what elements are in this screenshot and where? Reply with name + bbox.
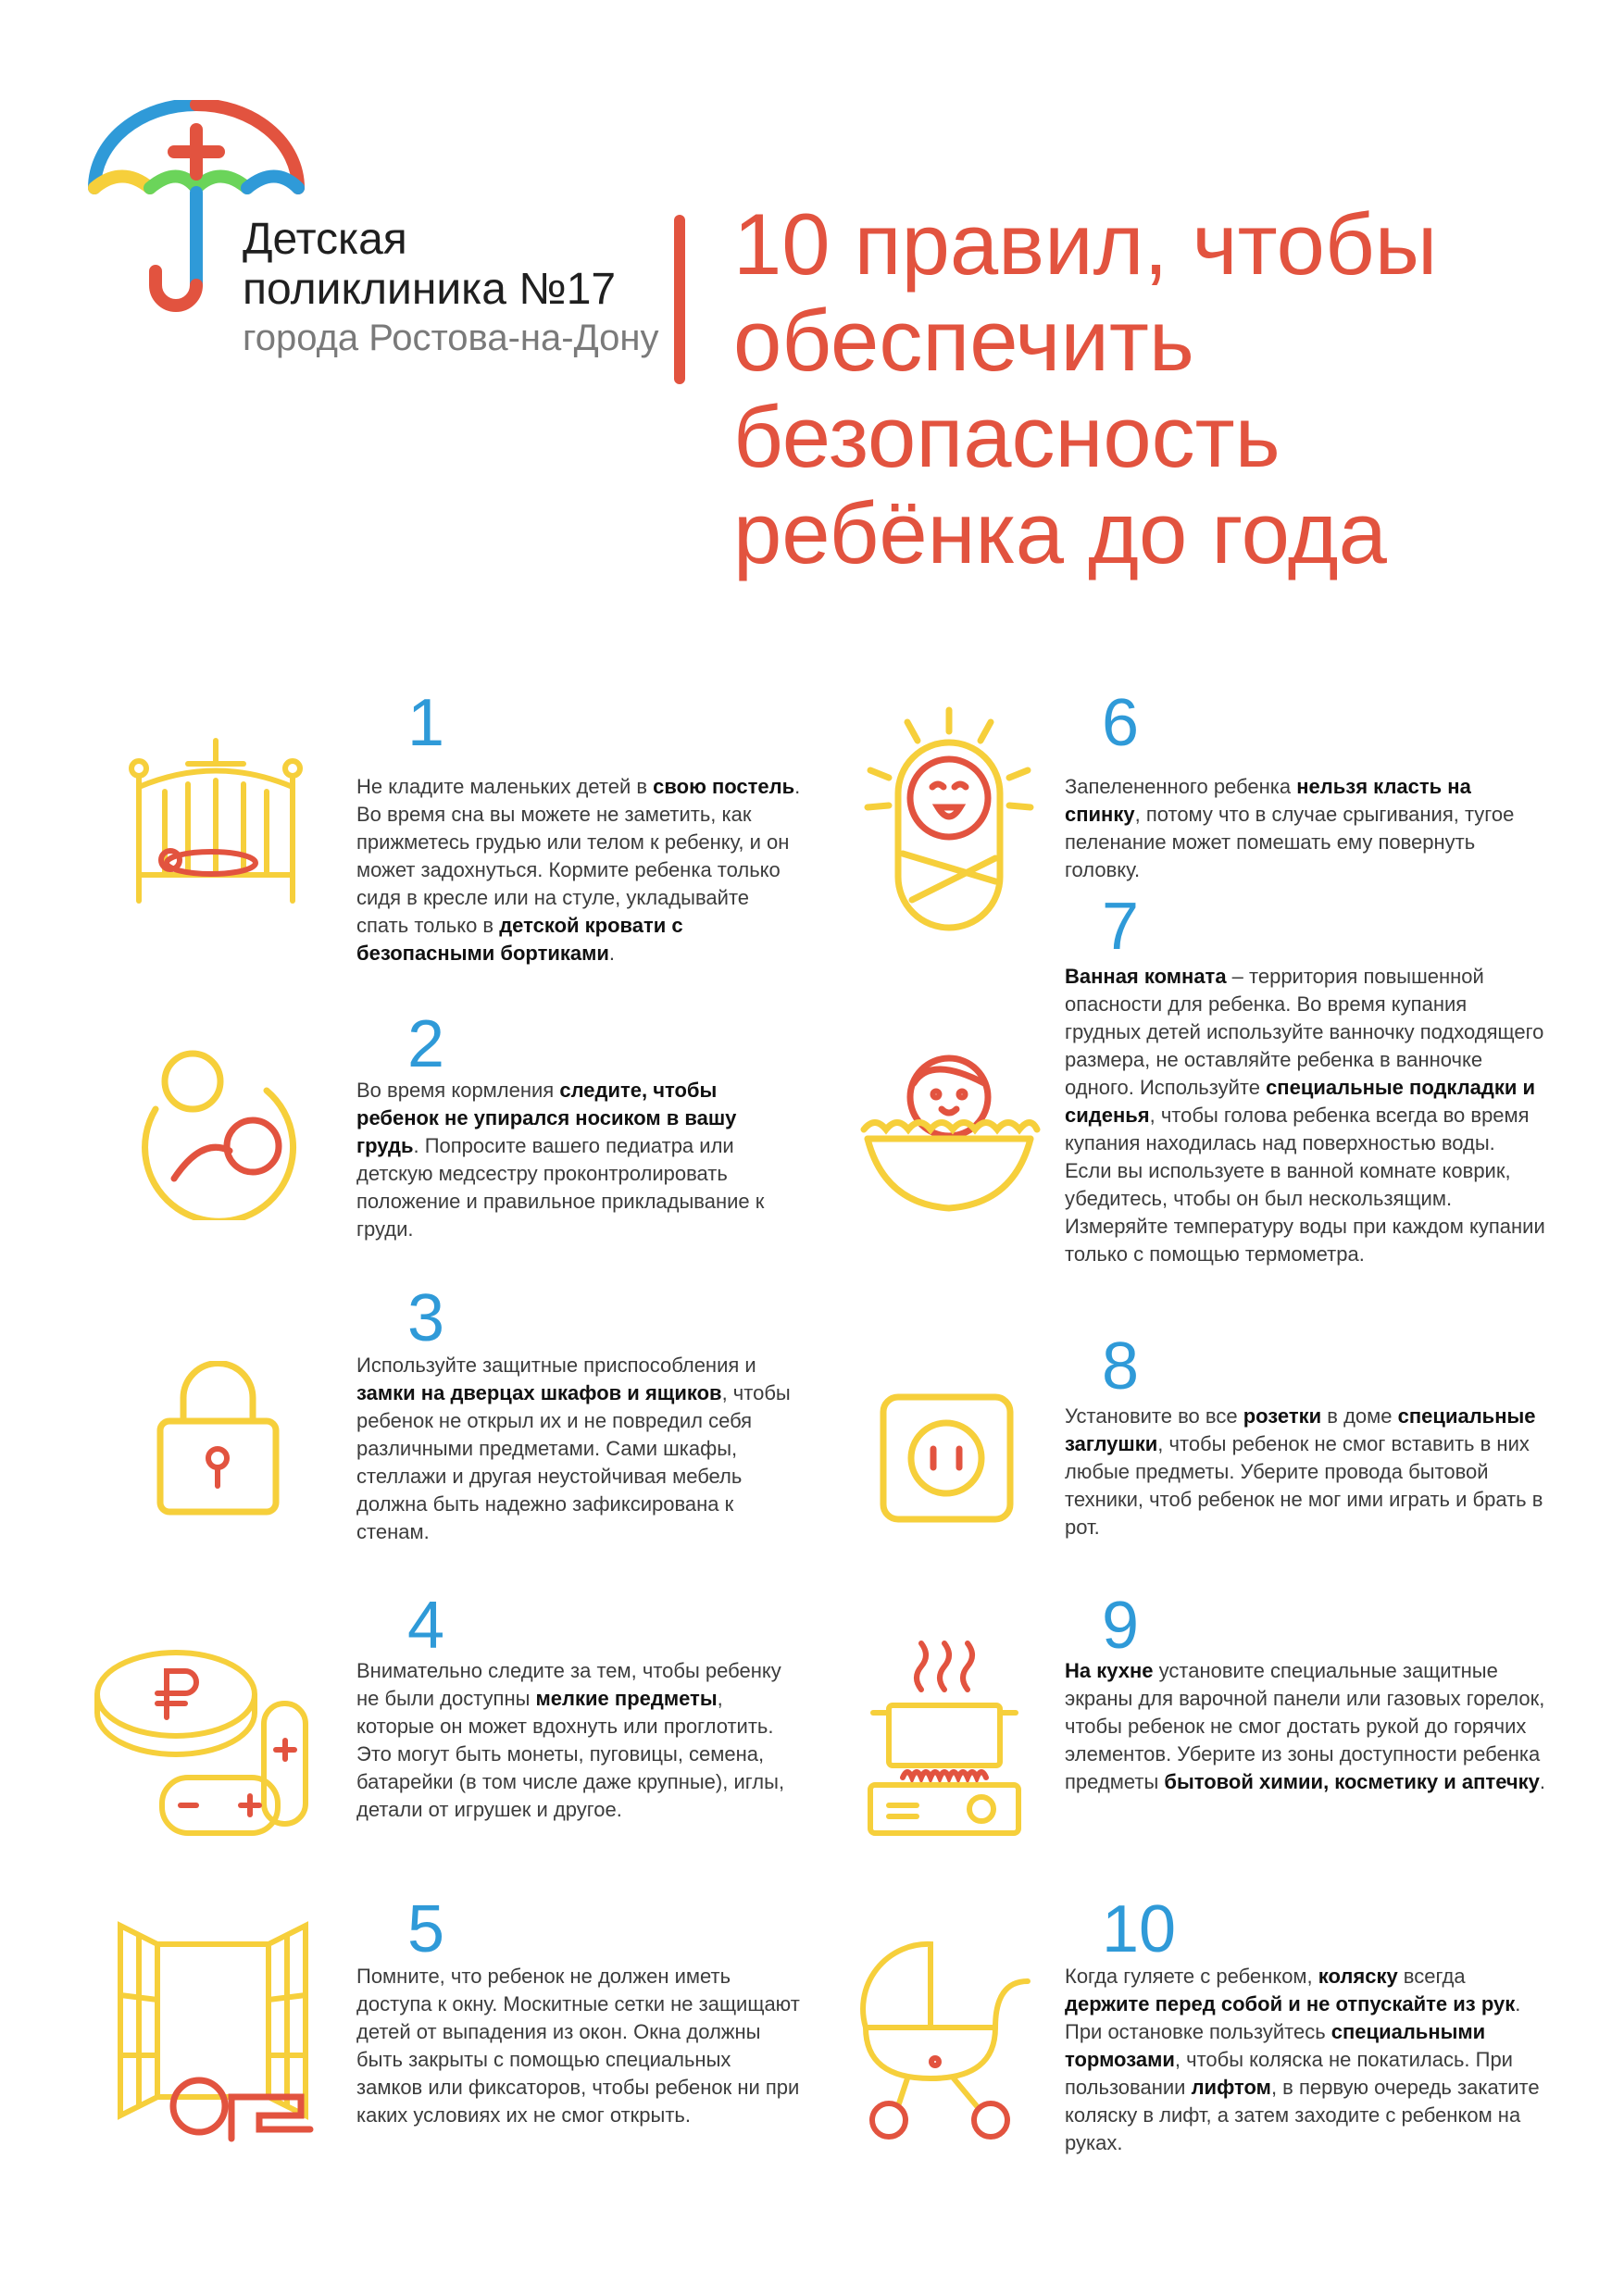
baby-bath-icon: [856, 1037, 1042, 1217]
org-name-line1: Детская: [243, 215, 407, 264]
rule-number: 2: [407, 1007, 445, 1081]
rule-text: Когда гуляете с ребенком, коляску всегда держите перед собой и не отпускайте из рук. При остановке пользуйтесь специальными тормозами, чтобы коляска не покатилась. При пользовании лифтом, в первую очередь закатите коляску в лифт, а затем заходите с ребенком на руках.: [1065, 1965, 1540, 2154]
breastfeeding-icon: [128, 1044, 304, 1220]
org-name: [243, 215, 687, 361]
rule-number: 4: [407, 1589, 445, 1663]
org-name-line2: поликлиника №17: [243, 265, 617, 314]
swaddled-baby-icon: [856, 705, 1042, 937]
rule-text: Запелененного ребенка нельзя класть на спинку, потому что в случае срыгивания, тугое пеленание может помешать ему повернуть головку.: [1065, 775, 1515, 881]
open-window-icon: [116, 1921, 338, 2143]
crib-icon: [128, 736, 304, 907]
title-line3: безопасность: [733, 388, 1280, 485]
rule-text: Ванная комната – территория повышенной опасности для ребенка. Во время купания грудных детей используйте ванночку подходящего размера, не оставляйте ребенка в ванночке одного. Используйте специальные подкладки и сиденья, чтобы голова ребенка всегда во время купания находилась над поверхностью воды. Если вы используете в ванной комнате коврик, убедитесь, чтобы он был нескользящим. Измеряйте температуру воды при каждом купании только с помощью термометра.: [1065, 965, 1545, 1266]
rule-text: Не кладите маленьких детей в свою постель. Во время сна вы можете не заметить, как прижметесь грудью или телом к ребенку, и он может задохнуться. Кормите ребенка только сидя в кресле или на стуле, укладывайте спать только в детской кровати с безопасными бортиками.: [356, 775, 801, 965]
coin-battery-icon: [93, 1643, 324, 1852]
stroller-icon: [856, 1940, 1042, 2143]
title-line2: обеспечить: [733, 292, 1194, 389]
rule-text: Внимательно следите за тем, чтобы ребенку не были доступны мелкие предметы, которые он может вдохнуть или проглотить. Это могут быть монеты, пуговицы, семена, батарейки (в том числе даже крупные), иглы, детали от игрушек и другое.: [356, 1659, 785, 1821]
title-line4: ребёнка до года: [733, 484, 1387, 581]
rule-text: На кухне установите специальные защитные экраны для варочной панели или газовых горелок, чтобы ребенок не смог достать рукой до горячих элементов. Уберите из зоны доступности ребенка предметы бытовой химии, косметику и аптечку.: [1065, 1659, 1546, 1793]
page-title: [733, 196, 1567, 581]
org-city: города Ростова-на-Дону: [243, 318, 659, 358]
rule-text: Используйте защитные приспособления и замки на дверцах шкафов и ящиков, чтобы ребенок не открыл их и не повредил себя различными предметами. Сами шкафы, стеллажи и другая неустойчивая мебель должна быть надежно зафиксирована к стенам.: [356, 1354, 791, 1543]
rule-number: 3: [407, 1281, 445, 1355]
rule-text: Помните, что ребенок не должен иметь доступа к окну. Москитные сетки не защищают детей от выпадения из окон. Окна должны быть закрыты с помощью специальных замков или фиксаторов, чтобы ребенок ни при каких условиях их не смог открыть.: [356, 1965, 800, 2127]
rule-text: Установите во все розетки в доме специальные заглушки, чтобы ребенок не смог вставить в них любые предметы. Уберите провода бытовой техники, чтоб ребенок не мог ими играть и брать в рот.: [1065, 1404, 1543, 1539]
rule-number: 6: [1102, 686, 1140, 760]
rule-text: Во время кормления следите, чтобы ребенок не упирался носиком в вашу грудь. Попросите вашего педиатра или детскую медсестру проконтролировать положение и правильное прикладывание к груди.: [356, 1079, 765, 1241]
rule-number: 5: [407, 1892, 445, 1966]
stove-pot-icon: [866, 1639, 1023, 1838]
rule-number: 10: [1102, 1892, 1177, 1966]
title-divider: [674, 215, 685, 384]
socket-icon: [880, 1393, 1014, 1523]
rule-number: 1: [407, 686, 445, 760]
padlock-icon: [156, 1361, 281, 1518]
rule-number: 7: [1102, 890, 1140, 964]
rule-number: 8: [1102, 1329, 1140, 1404]
rule-number: 9: [1102, 1589, 1140, 1663]
title-line1: 10 правил, чтобы: [733, 195, 1438, 293]
